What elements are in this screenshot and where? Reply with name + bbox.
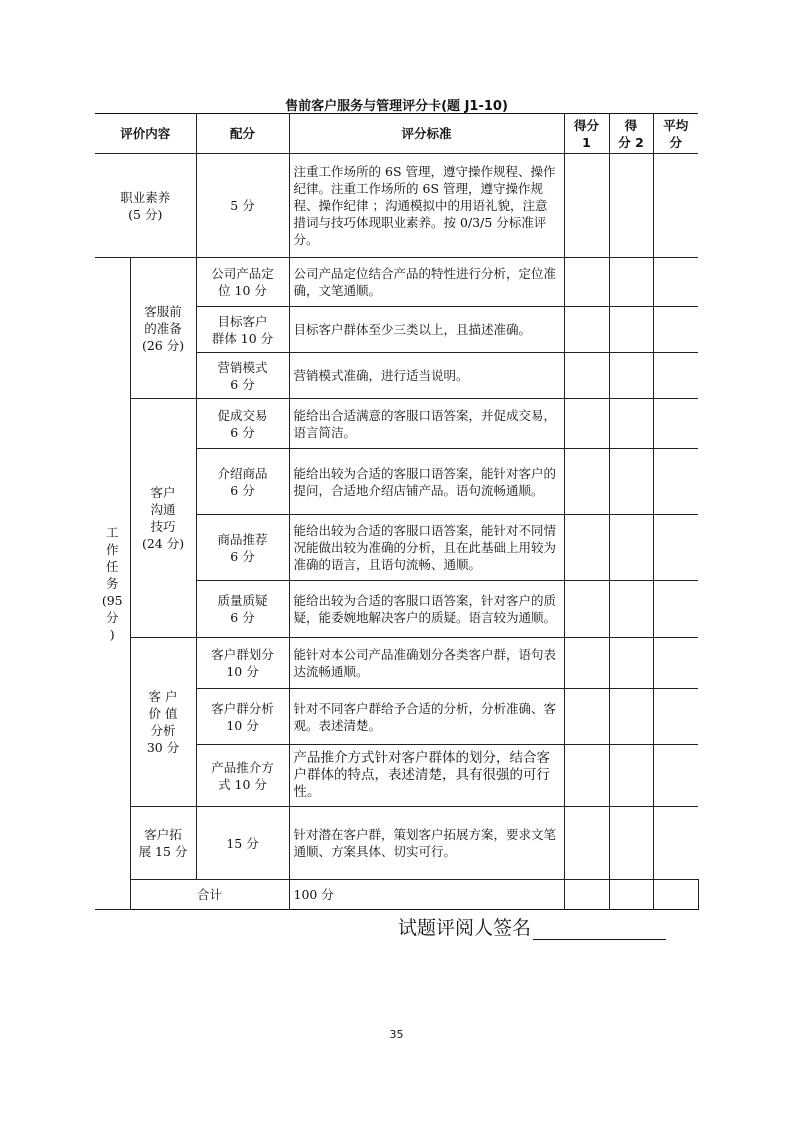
section-label: 工 作 任 务 (95 分 ) bbox=[95, 258, 130, 910]
score1-cell[interactable] bbox=[564, 399, 609, 449]
criteria-cell: 针对不同客户群给予合适的分析，分析准确、客观。表述清楚。 bbox=[289, 689, 564, 745]
table-row bbox=[95, 154, 698, 258]
points-cell: 客户群划分 10 分 bbox=[196, 638, 289, 689]
criteria-cell: 能给出较为合适的客服口语答案，能针对客户的提问，合适地介绍店铺产品。语句流畅通顺。 bbox=[289, 449, 564, 515]
score1-cell[interactable] bbox=[564, 581, 609, 638]
header-average: 平均 分 bbox=[653, 114, 698, 154]
points-cell: 公司产品定 位 10 分 bbox=[196, 258, 289, 307]
signature-label: 试题评阅人签名 bbox=[398, 917, 532, 939]
average-cell[interactable] bbox=[653, 807, 698, 880]
score2-cell[interactable] bbox=[609, 353, 653, 399]
header-criteria: 评分标准 bbox=[289, 114, 564, 154]
signature-line bbox=[398, 913, 666, 940]
criteria-cell: 公司产品定位结合产品的特性进行分析，定位准确，文笔通顺。 bbox=[289, 258, 564, 307]
group-label: 客服前 的准备 (26 分) bbox=[130, 258, 196, 399]
score1-cell[interactable] bbox=[564, 353, 609, 399]
criteria-cell: 营销模式准确，进行适当说明。 bbox=[289, 353, 564, 399]
score1-cell[interactable] bbox=[564, 745, 609, 807]
points-cell: 营销模式 6 分 bbox=[196, 353, 289, 399]
average-cell[interactable] bbox=[653, 353, 698, 399]
table-row bbox=[95, 399, 698, 449]
points-cell: 产品推介方 式 10 分 bbox=[196, 745, 289, 807]
score1-cell[interactable] bbox=[564, 449, 609, 515]
points-cell: 目标客户 群体 10 分 bbox=[196, 307, 289, 353]
score2-cell[interactable] bbox=[609, 154, 653, 258]
criteria-cell: 能针对本公司产品准确划分各类客户群，语句表达流畅通顺。 bbox=[289, 638, 564, 689]
header-score2: 得 分 2 bbox=[609, 114, 653, 154]
points-cell: 质量质疑 6 分 bbox=[196, 581, 289, 638]
criteria-cell: 能给出合适满意的客服口语答案，并促成交易，语言简洁。 bbox=[289, 399, 564, 449]
score2-cell[interactable] bbox=[609, 307, 653, 353]
score2-cell[interactable] bbox=[609, 689, 653, 745]
points-cell: 介绍商品 6 分 bbox=[196, 449, 289, 515]
average-cell[interactable] bbox=[653, 515, 698, 581]
group-label: 客户 沟通 技巧 (24 分) bbox=[130, 399, 196, 638]
score2-cell[interactable] bbox=[609, 515, 653, 581]
page-number: 35 bbox=[389, 1028, 404, 1041]
header-content: 评价内容 bbox=[95, 114, 196, 154]
group-label: 客 户 价 值 分析 30 分 bbox=[130, 638, 196, 807]
score2-cell[interactable] bbox=[609, 258, 653, 307]
signature-field[interactable] bbox=[533, 919, 666, 940]
criteria-cell: 针对潜在客户群，策划客户拓展方案，要求文笔通顺、方案具体、切实可行。 bbox=[289, 807, 564, 880]
score1-cell[interactable] bbox=[564, 154, 609, 258]
score1-cell[interactable] bbox=[564, 515, 609, 581]
total-criteria-cell bbox=[564, 880, 609, 910]
score2-cell[interactable] bbox=[609, 745, 653, 807]
score2-cell[interactable] bbox=[609, 638, 653, 689]
criteria-cell: 产品推介方式针对客户群体的划分，结合客户群体的特点，表述清楚，具有很强的可行性。 bbox=[289, 745, 564, 807]
score1-cell[interactable] bbox=[609, 880, 653, 910]
score2-cell[interactable] bbox=[609, 449, 653, 515]
average-cell[interactable] bbox=[653, 307, 698, 353]
table-row bbox=[95, 807, 698, 880]
total-points: 100 分 bbox=[289, 880, 564, 910]
score1-cell[interactable] bbox=[564, 307, 609, 353]
criteria-cell: 能给出较为合适的客服口语答案，能针对不同情况能做出较为准确的分析，且在此基础上用较为准确的语言，且语句流畅、通顺。 bbox=[289, 515, 564, 581]
points-cell: 15 分 bbox=[196, 807, 289, 880]
score2-cell[interactable] bbox=[609, 807, 653, 880]
score1-cell[interactable] bbox=[564, 258, 609, 307]
scoring-table bbox=[95, 113, 698, 910]
points-cell: 5 分 bbox=[196, 154, 289, 258]
points-cell: 促成交易 6 分 bbox=[196, 399, 289, 449]
table-row bbox=[95, 258, 698, 307]
average-cell[interactable] bbox=[653, 399, 698, 449]
average-cell[interactable] bbox=[653, 581, 698, 638]
score1-cell[interactable] bbox=[564, 689, 609, 745]
points-cell: 客户群分析 10 分 bbox=[196, 689, 289, 745]
average-cell[interactable] bbox=[653, 154, 698, 258]
criteria-cell: 注重工作场所的 6S 管理，遵守操作规程、操作纪律。注重工作场所的 6S 管理，遵守操作规程、操作纪律 ；沟通模拟中的用语礼貌，注意措词与技巧体现职业素养。按 0/3/5 分标准评分。 bbox=[289, 154, 564, 258]
average-cell[interactable] bbox=[653, 745, 698, 807]
total-row bbox=[95, 880, 698, 910]
score1-cell[interactable] bbox=[564, 807, 609, 880]
header-score1: 得分 1 bbox=[564, 114, 609, 154]
score2-cell[interactable] bbox=[609, 581, 653, 638]
criteria-cell: 目标客户群体至少三类以上，且描述准确。 bbox=[289, 307, 564, 353]
points-cell: 商品推荐 6 分 bbox=[196, 515, 289, 581]
score2-cell[interactable] bbox=[609, 399, 653, 449]
table-row bbox=[95, 638, 698, 689]
score1-cell[interactable] bbox=[564, 638, 609, 689]
header-points: 配分 bbox=[196, 114, 289, 154]
section-label: 职业素养 (5 分) bbox=[95, 154, 196, 258]
average-cell[interactable] bbox=[653, 258, 698, 307]
total-label: 合计 bbox=[130, 880, 289, 910]
header-row bbox=[95, 114, 698, 154]
page-title: 售前客户服务与管理评分卡(题 J1-10) bbox=[285, 99, 508, 114]
average-cell[interactable] bbox=[653, 449, 698, 515]
criteria-cell: 能给出较为合适的客服口语答案，针对客户的质疑，能委婉地解决客户的质疑。语言较为通顺。 bbox=[289, 581, 564, 638]
score2-cell[interactable] bbox=[653, 880, 698, 910]
average-cell[interactable] bbox=[653, 689, 698, 745]
average-cell[interactable] bbox=[653, 638, 698, 689]
group-label: 客户拓 展 15 分 bbox=[130, 807, 196, 880]
